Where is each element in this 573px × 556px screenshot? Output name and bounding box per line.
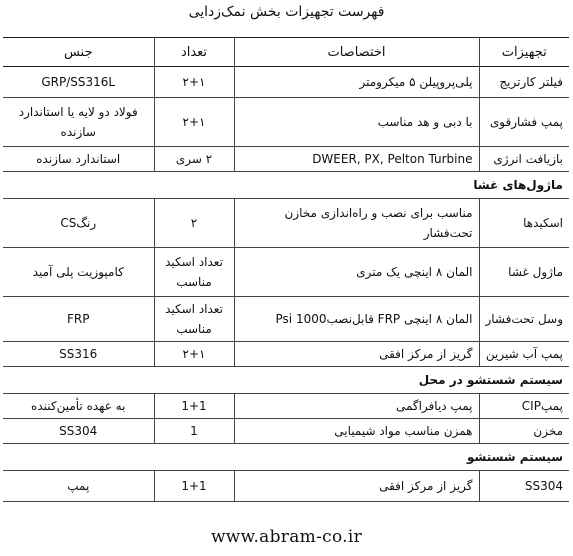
table-row [3, 98, 569, 147]
table-row [3, 67, 569, 98]
cell-material: GRP/SS316L [3, 67, 154, 98]
cell-quantity: 1 [154, 419, 234, 444]
cell-equipment: پمپ آب شیرین [479, 342, 569, 367]
cell-quantity: ۲+۱ [154, 67, 234, 98]
cell-specs: مناسب برای نصب و راه‌اندازی مخازن تحت‌فشار [234, 199, 479, 248]
cell-material: رنگCS [3, 199, 154, 248]
cell-equipment: مخزن [479, 419, 569, 444]
page-title: فهرست تجهیزات بخش نمک‌زدایی [188, 4, 385, 20]
cell-material: SS316 [3, 342, 154, 367]
table-header-row [3, 38, 569, 67]
cell-quantity: تعداد اسکید مناسب [154, 297, 234, 342]
section-row [3, 367, 569, 394]
cell-specs: DWEER, PX, Pelton Turbine [234, 147, 479, 172]
website-url: www.abram-co.ir [210, 527, 363, 547]
cell-quantity: ۲+۱ [154, 342, 234, 367]
cell-material: SS304 [3, 419, 154, 444]
cell-specs: با دبی و هد مناسب [234, 98, 479, 147]
cell-material: کامپوزیت پلی آمید [3, 248, 154, 297]
section-row [3, 172, 569, 199]
header-equipment: تجهیزات [479, 38, 569, 67]
table-row [3, 248, 569, 297]
cell-quantity: ۲ [154, 199, 234, 248]
cell-specs: پمپ دیافراگمی [234, 394, 479, 419]
cell-specs: پلی‌پروپیلن ۵ میکرومتر [234, 67, 479, 98]
cell-material: به عهده تأمین‌کننده [3, 394, 154, 419]
cell-equipment: پمپCIP [479, 394, 569, 419]
cell-quantity: 1+1 [154, 394, 234, 419]
section-cip-system: سیستم شستشو در محل [3, 367, 569, 394]
table-row [3, 471, 569, 502]
cell-specs: گریز از مرکز افقی [234, 342, 479, 367]
cell-equipment: SS304 [479, 471, 569, 502]
section-washing-system: سیستم شستشو [3, 444, 569, 471]
cell-material: فولاد دو لایه یا استاندارد سازنده [3, 98, 154, 147]
table-row [3, 342, 569, 367]
equipment-table [3, 37, 569, 502]
cell-specs: المان ۸ اینچی یک متری [234, 248, 479, 297]
cell-quantity: ۲ سری [154, 147, 234, 172]
cell-equipment: ماژول غشا [479, 248, 569, 297]
cell-specs: همزن مناسب مواد شیمیایی [234, 419, 479, 444]
cell-quantity: 1+1 [154, 471, 234, 502]
section-membrane-modules: ماژول‌های غشا [3, 172, 569, 199]
table-row [3, 199, 569, 248]
table-row [3, 419, 569, 444]
cell-quantity: ۲+۱ [154, 98, 234, 147]
table-row [3, 147, 569, 172]
header-material: جنس [3, 38, 154, 67]
header-specs: اختصاصات [234, 38, 479, 67]
cell-equipment: پمپ فشارقوی [479, 98, 569, 147]
cell-equipment: فیلتر کارتریج [479, 67, 569, 98]
cell-equipment: بازیافت انرژی [479, 147, 569, 172]
table-row [3, 297, 569, 342]
section-row [3, 444, 569, 471]
cell-equipment: اسکیدها [479, 199, 569, 248]
cell-specs: گریز از مرکز افقی [234, 471, 479, 502]
cell-specs: المان ۸ اینچی FRP قابل‌نصب1000 Psi [234, 297, 479, 342]
cell-material: استاندارد سازنده [3, 147, 154, 172]
table-row [3, 394, 569, 419]
header-quantity: تعداد [154, 38, 234, 67]
cell-quantity: تعداد اسکید مناسب [154, 248, 234, 297]
cell-material: پمپ [3, 471, 154, 502]
cell-equipment: وسل تحت‌فشار [479, 297, 569, 342]
cell-material: FRP [3, 297, 154, 342]
